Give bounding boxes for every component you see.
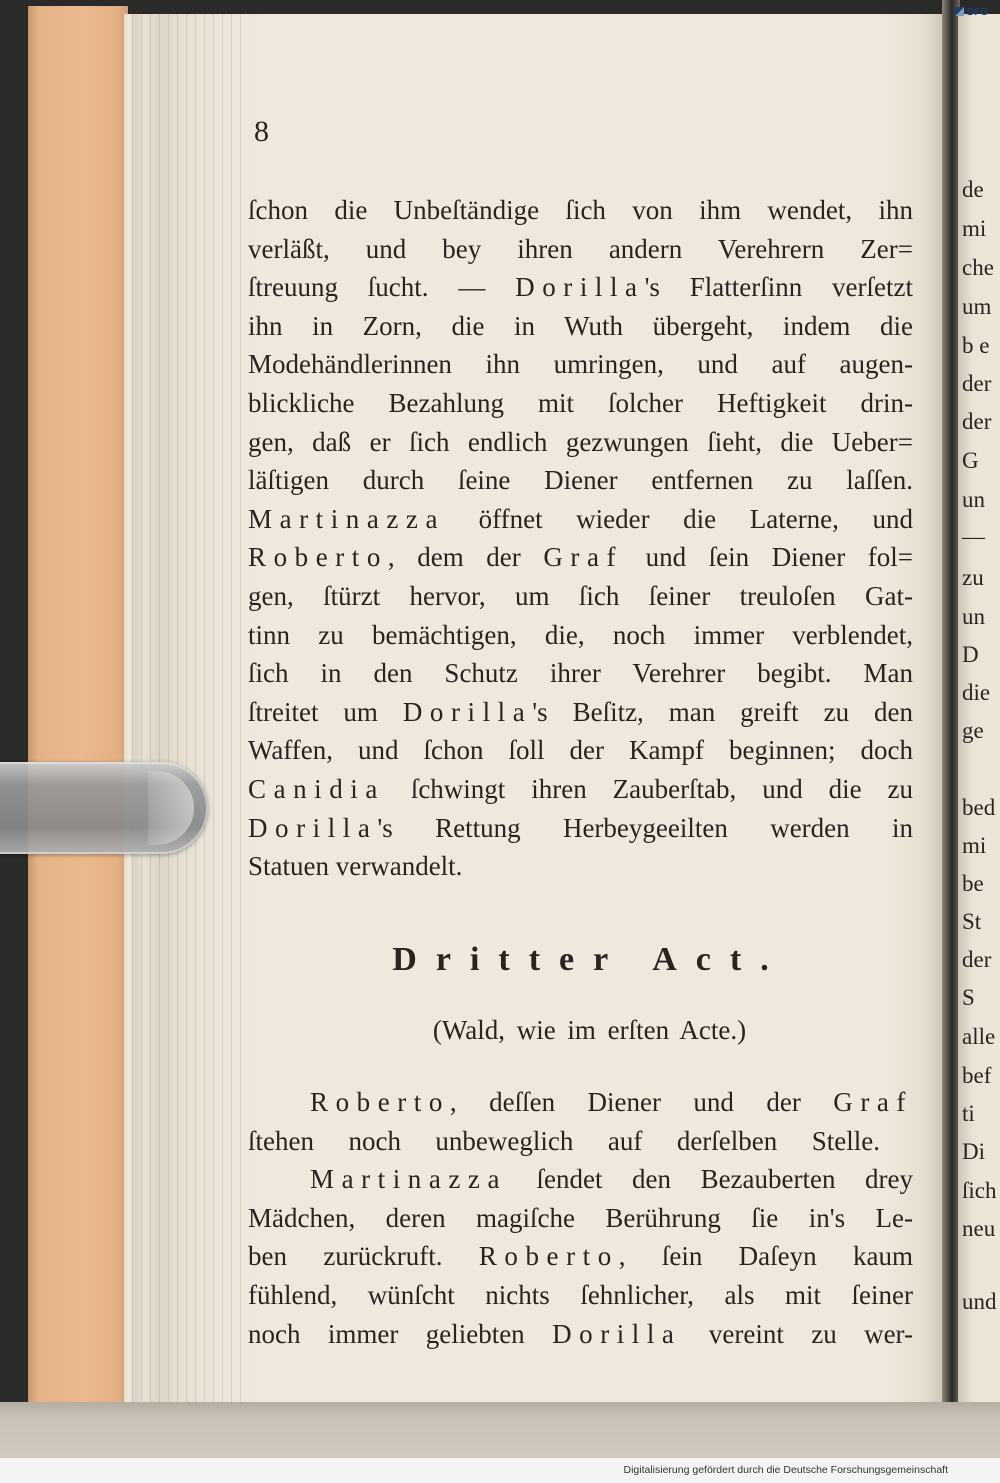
line-text: ſchon die Unbeſtändige ſich von ihm wendet, ihn — [248, 195, 913, 225]
facing-page-fragment: be — [962, 333, 996, 358]
line-text: noch immer geliebten — [248, 1318, 553, 1349]
text-line — [248, 1276, 913, 1315]
facing-page-fragment: D — [962, 642, 979, 667]
text-line — [248, 654, 913, 693]
facing-page-fragment: Di — [962, 1139, 985, 1164]
page-number: 8 — [254, 115, 269, 148]
text-line — [248, 1237, 913, 1276]
line-text: 's Flatterſinn verſetzt — [644, 272, 913, 303]
line-text: öffnet wieder die Laterne, und — [445, 503, 913, 534]
line-text: ihn in Zorn, die in Wuth übergeht, indem die — [248, 310, 913, 341]
line-text: , deſſen Diener und der — [449, 1087, 834, 1117]
facing-page-fragment: de — [962, 177, 984, 202]
dfg-logo — [955, 5, 988, 20]
facing-page-fragment: un — [962, 487, 985, 512]
facing-page-fragment: der — [962, 409, 992, 434]
paragraph — [248, 1083, 913, 1353]
line-text: Mädchen, deren magiſche Berührung ſie in's Le- — [248, 1202, 913, 1233]
line-text: ſchwingt ihren Zauberſtab, und die zu — [384, 773, 913, 804]
spaced-name: Graf — [543, 542, 624, 573]
line-text: und ſein Diener fol= — [623, 542, 913, 573]
spaced-name: Graf — [833, 1087, 913, 1117]
facing-page-fragment: um — [962, 294, 992, 319]
text-line — [248, 538, 913, 577]
facing-page-fragment: S — [962, 985, 975, 1010]
facing-page-fragment: und — [962, 1289, 997, 1314]
scene-direction: (Wald, wie im erſten Acte.) — [432, 1015, 747, 1045]
act-heading: Dritter Act. — [392, 941, 788, 978]
spaced-name: Martinazza — [248, 503, 446, 534]
text-line — [248, 847, 913, 886]
facing-page-fragment: be — [962, 871, 984, 896]
facing-page-fragment: bef — [962, 1063, 992, 1088]
text-line — [248, 1160, 913, 1199]
text-line — [248, 461, 913, 500]
line-text: gen, daß er ſich endlich gezwungen ſieht, die Ueber= — [248, 426, 913, 457]
facing-page-fragment: un — [962, 604, 985, 629]
dfg-mark-icon — [955, 7, 964, 16]
text-line — [248, 307, 913, 346]
dfg-logo-text: DFG — [967, 7, 989, 18]
facing-page-fragment: — — [962, 524, 985, 549]
scan-background — [0, 1402, 1000, 1458]
facing-page-fragment: mi — [962, 216, 987, 241]
line-text: ſendet den Bezauberten drey — [507, 1164, 913, 1195]
line-text: ſtreuung ſucht. — — [248, 272, 516, 303]
text-line — [248, 500, 913, 539]
line-text: ben zurückruft. — [248, 1241, 479, 1272]
page-stack-edges — [124, 14, 242, 1402]
text-line — [248, 809, 913, 848]
text-line — [248, 1083, 913, 1122]
line-text: Statuen verwandelt. — [248, 851, 463, 882]
line-text: gen, ſtürzt hervor, um ſich ſeiner treuloſen Gat- — [248, 580, 913, 611]
facing-page — [958, 14, 1000, 1402]
line-text: ſtreitet um — [248, 696, 403, 727]
footer-bar — [0, 1458, 1000, 1483]
text-line — [248, 770, 913, 809]
text-line — [248, 577, 913, 616]
bookmark-clip — [0, 762, 208, 854]
line-text: ſich in den Schutz ihrer Verehrer begibt. Man — [248, 658, 913, 689]
text-line — [248, 268, 913, 307]
line-text: läſtigen durch ſeine Diener entfernen zu laſſen. — [248, 465, 913, 496]
facing-page-fragment: die — [962, 680, 991, 705]
line-text: blickliche Bezahlung mit ſolcher Heftigkeit drin- — [248, 387, 913, 418]
text-line — [248, 1315, 913, 1354]
text-line — [248, 191, 913, 230]
facing-page-fragment: ſich — [962, 1178, 997, 1203]
line-text: fühlend, wünſcht nichts ſehnlicher, als mit ſeiner — [248, 1279, 913, 1310]
line-text: tinn zu bemächtigen, die, noch immer verblendet, — [248, 619, 913, 650]
footer-credit: Digitalisierung gefördert durch die Deutsche Forschungsgemeinschaft — [623, 1464, 948, 1476]
facing-page-fragment: bed — [962, 795, 996, 820]
spaced-name: Canidia — [248, 773, 385, 804]
spaced-name: Roberto — [248, 542, 388, 573]
line-text: 's Rettung Herbeygeeilten werden in — [377, 812, 913, 843]
facing-page-fragment: der — [962, 371, 992, 396]
facing-page-fragment: der — [962, 947, 992, 972]
book-edge — [28, 6, 128, 1402]
line-text: verläßt, und bey ihren andern Verehrern Zer= — [248, 233, 913, 264]
text-line — [248, 423, 913, 462]
text-line — [248, 616, 913, 655]
spaced-name: Roberto — [310, 1087, 450, 1117]
facing-page-fragment: St — [962, 909, 982, 934]
spaced-name: Dorilla — [515, 272, 645, 303]
spaced-name: Dorilla — [402, 696, 533, 727]
line-text: ſtehen noch unbeweglich auf derſelben Stelle. — [248, 1125, 880, 1156]
facing-page-fragment: alle — [962, 1024, 996, 1049]
facing-page-fragment: neu — [962, 1216, 996, 1241]
facing-page-fragment: mi — [962, 833, 987, 858]
line-text: 's Beſitz, man greift zu den — [532, 696, 914, 727]
spaced-name: Roberto — [478, 1241, 619, 1272]
text-line — [248, 1199, 913, 1238]
text-line — [248, 384, 913, 423]
spaced-name: Martinazza — [310, 1164, 508, 1195]
spaced-name: Dorilla — [248, 812, 378, 843]
line-text: vereint zu wer- — [681, 1318, 914, 1349]
line-text: , dem der — [387, 542, 544, 573]
text-line — [248, 345, 913, 384]
facing-page-fragment: G — [962, 448, 979, 473]
text-line — [248, 731, 913, 770]
facing-page-fragment: che — [962, 255, 994, 280]
facing-page-fragment: ge — [962, 718, 984, 743]
spaced-name: Dorilla — [552, 1318, 682, 1349]
facing-page-fragment: ti — [962, 1101, 975, 1126]
line-text: Waffen, und ſchon ſoll der Kampf beginnen; doch — [248, 735, 913, 766]
line-text: Modehändlerinnen ihn umringen, und auf augen- — [248, 349, 913, 380]
paragraph — [248, 191, 913, 886]
facing-page-fragment: zu — [962, 565, 984, 590]
text-line — [248, 693, 913, 732]
line-text: , ſein Daſeyn kaum — [618, 1241, 913, 1272]
text-line — [248, 230, 913, 269]
clip-glint — [148, 771, 194, 845]
text-line — [248, 1122, 880, 1161]
